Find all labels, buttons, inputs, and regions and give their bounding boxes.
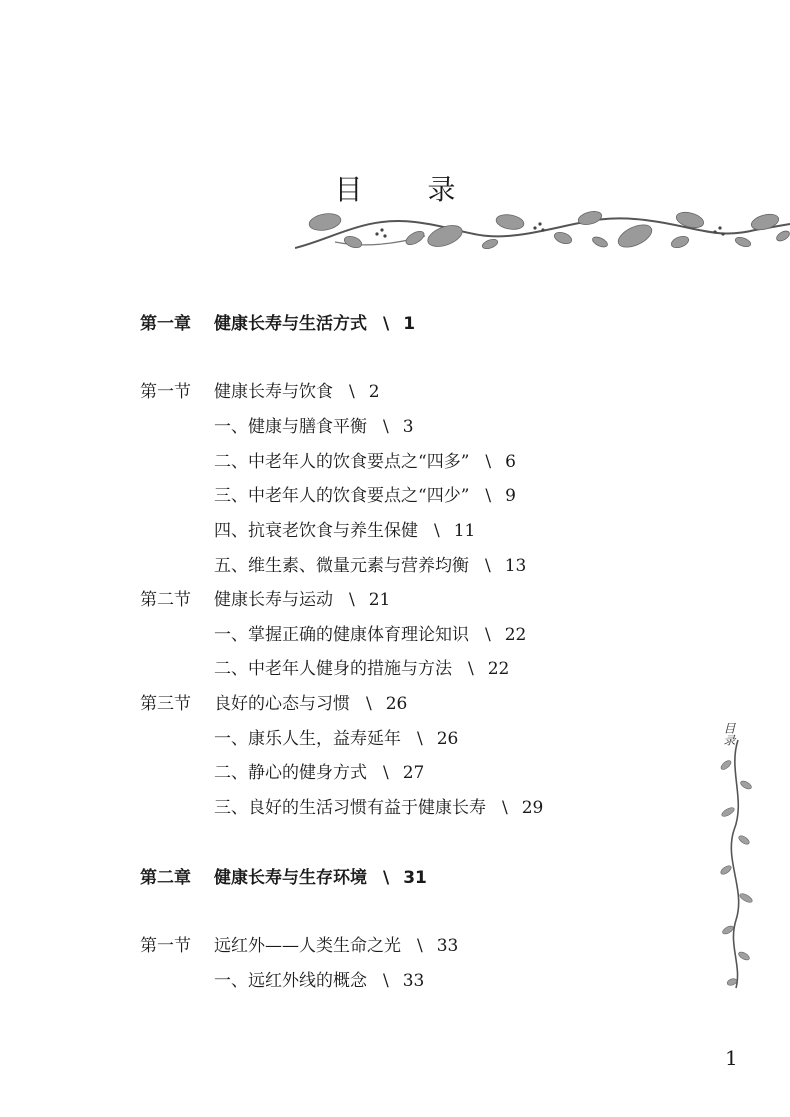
toc-title: 二、中老年人健身的措施与方法 <box>214 659 452 679</box>
side-running-head: 目录 <box>722 722 736 746</box>
toc-label: 第一节 <box>140 382 191 402</box>
toc-page-ref: 13 <box>504 556 527 576</box>
toc-page-ref: 33 <box>436 936 459 956</box>
toc-label: 第三节 <box>140 694 191 714</box>
toc-separator: \ <box>349 590 355 610</box>
toc-label: 第二章 <box>140 868 191 888</box>
toc-label: 第一节 <box>140 936 191 956</box>
toc-page-ref: 11 <box>453 521 476 541</box>
toc-title: 四、抗衰老饮食与养生保健 <box>214 521 418 541</box>
toc-title: 一、掌握正确的健康体育理论知识 <box>214 625 469 645</box>
toc-separator: \ <box>417 729 423 749</box>
toc-separator: \ <box>502 798 508 818</box>
toc-title: 一、健康与膳食平衡 <box>214 417 367 437</box>
toc-label: 第一章 <box>140 314 191 334</box>
toc-title: 良好的心态与习惯 <box>214 694 350 714</box>
toc-page-ref: 1 <box>403 314 416 334</box>
toc-separator: \ <box>366 694 372 714</box>
toc-title: 二、中老年人的饮食要点之“四多” <box>214 452 470 472</box>
toc-separator: \ <box>383 314 390 334</box>
toc-title: 三、中老年人的饮食要点之“四少” <box>214 486 470 506</box>
toc-page-ref: 21 <box>368 590 391 610</box>
toc-page-ref: 3 <box>402 417 414 437</box>
toc-title: 五、维生素、微量元素与营养均衡 <box>214 556 469 576</box>
toc-separator: \ <box>434 521 440 541</box>
toc-page-ref: 33 <box>402 971 425 991</box>
toc-title: 一、康乐人生，益寿延年 <box>214 729 401 749</box>
toc-separator: \ <box>485 556 491 576</box>
vine-ornament-top <box>295 208 790 256</box>
toc-title: 远红外——人类生命之光 <box>214 936 401 956</box>
toc-page-ref: 26 <box>436 729 459 749</box>
toc-title: 健康长寿与运动 <box>214 590 333 610</box>
toc-page-ref: 22 <box>504 625 527 645</box>
vine-ornament-side <box>716 720 756 990</box>
toc-separator: \ <box>349 382 355 402</box>
toc-page-ref: 27 <box>402 763 425 783</box>
toc-label: 第二节 <box>140 590 191 610</box>
toc-title: 健康长寿与饮食 <box>214 382 333 402</box>
toc-page-ref: 31 <box>403 868 427 888</box>
page-title: 目 录 <box>334 173 484 206</box>
toc-separator: \ <box>417 936 423 956</box>
toc-page-ref: 29 <box>521 798 544 818</box>
toc-title: 一、远红外线的概念 <box>214 971 367 991</box>
toc-page-ref: 6 <box>505 452 516 472</box>
toc-title: 健康长寿与生活方式 <box>214 314 367 334</box>
toc-page-ref: 2 <box>368 382 380 402</box>
toc-separator: \ <box>485 625 491 645</box>
toc-separator: \ <box>383 763 389 783</box>
toc-title: 三、良好的生活习惯有益于健康长寿 <box>214 798 486 818</box>
toc-page-ref: 9 <box>505 486 516 506</box>
toc-separator: \ <box>468 659 474 679</box>
page-number: 1 <box>725 1046 738 1070</box>
toc-separator: \ <box>383 868 390 888</box>
toc-separator: \ <box>383 971 389 991</box>
toc-separator: \ <box>485 486 492 506</box>
toc-page-ref: 22 <box>487 659 510 679</box>
toc-title: 二、静心的健身方式 <box>214 763 367 783</box>
toc-title: 健康长寿与生存环境 <box>214 868 367 888</box>
toc-separator: \ <box>383 417 389 437</box>
toc-page-ref: 26 <box>385 694 408 714</box>
toc-separator: \ <box>485 452 492 472</box>
